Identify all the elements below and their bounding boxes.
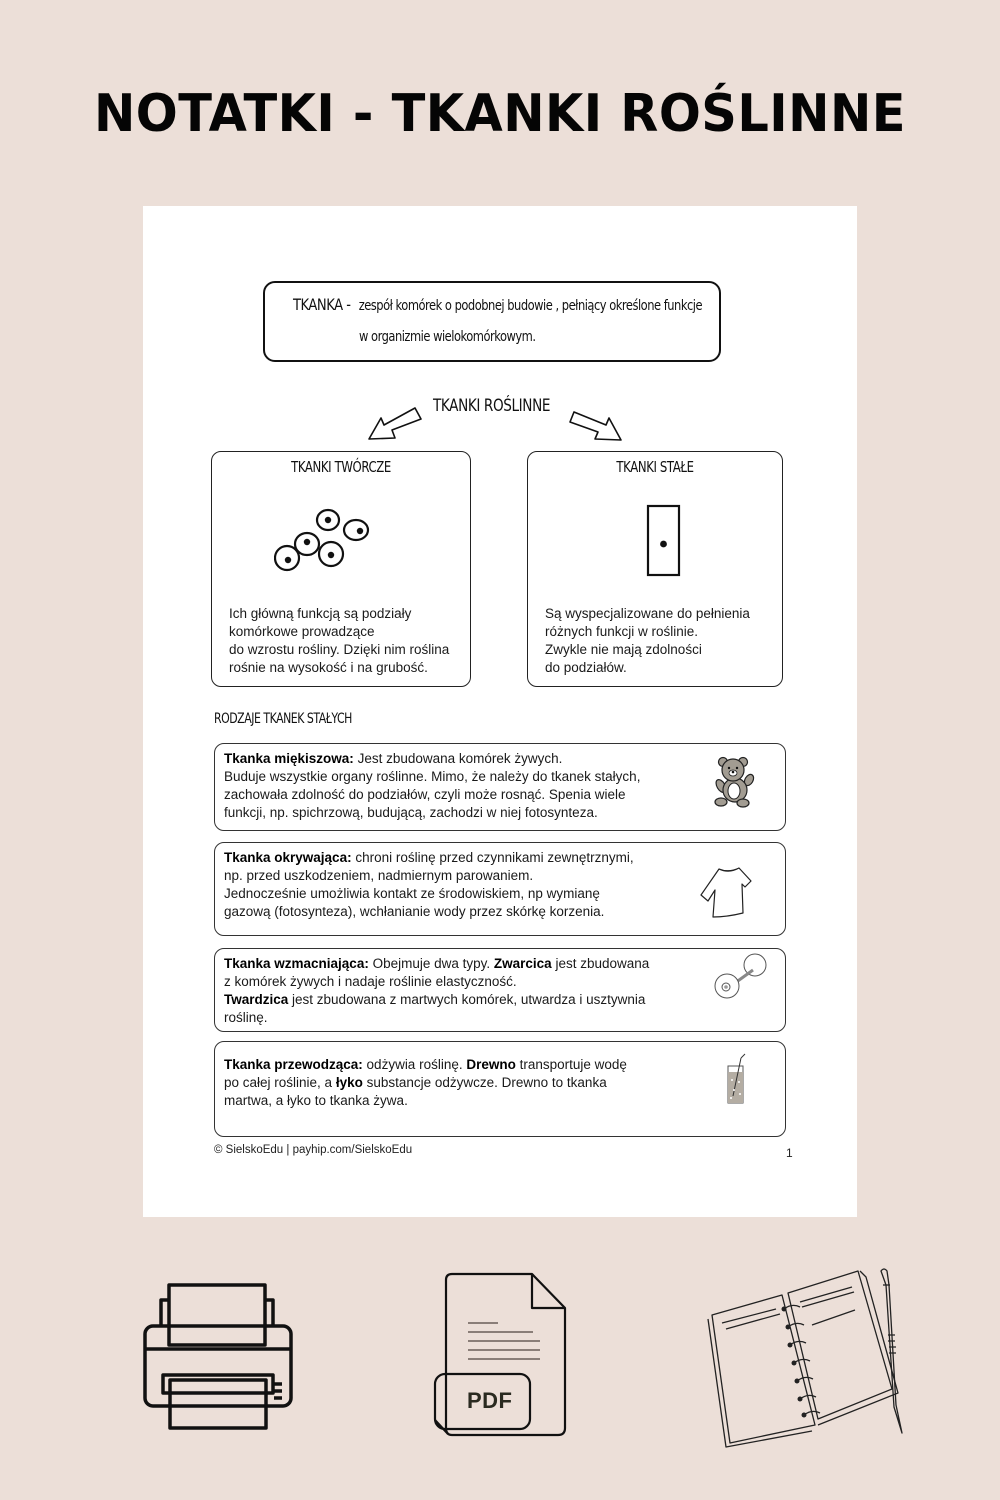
page-number: 1 bbox=[786, 1146, 793, 1160]
tissues-subtitle: TKANKI ROŚLINNE bbox=[433, 396, 551, 416]
notebook-pen-icon bbox=[700, 1265, 910, 1450]
pdf-label: PDF bbox=[467, 1388, 513, 1413]
shirt-icon bbox=[699, 865, 753, 921]
type-name: Tkanka miękiszowa: bbox=[224, 751, 354, 766]
type-name: Tkanka przewodząca: bbox=[224, 1057, 363, 1072]
type-description: Tkanka przewodząca: odżywia roślinę. Drewno transportuje wodę po całej roślinie, a łyko substancje odżywcze. Drewno to tkanka martwa, a łyko to tkanka żywa. bbox=[224, 1057, 627, 1108]
dividing-cells-icon bbox=[274, 508, 374, 580]
supporting-tissue-box bbox=[214, 948, 786, 1032]
definition-line-2: w organizmie wielokomórkowym. bbox=[359, 329, 536, 345]
type-description: Tkanka miękiszowa: Jest zbudowana komórek żywych. Buduje wszystkie organy roślinne. Mimo, że należy do tkanek stałych, zachowała zdolność do podziałów, czyli może rosnąć. Spenia wiele funkcji, np. spichrzową, budującą, zachodzi w niej fotosynteza. bbox=[224, 751, 641, 820]
type-description: Tkanka okrywająca: chroni roślinę przed czynnikami zewnętrznymi, np. przed uszkodzeniem, nadmiernym parowaniem. Jednocześnie umożliwia kontakt ze środowiskiem, np wymianę gazową (fotosynteza), wchłanianie wody przez skórkę korzenia. bbox=[224, 850, 634, 919]
box-description: Są wyspecjalizowane do pełnienia różnych funkcji w roślinie. Zwykle nie mają zdolności do podziałów. bbox=[545, 606, 750, 675]
single-cell-icon bbox=[646, 504, 682, 578]
parenchyma-box bbox=[214, 743, 786, 831]
definition-line-1: TKANKA - zespół komórek o podobnej budowie , pełniący określone funkcje bbox=[293, 295, 703, 314]
definition-term: TKANKA - bbox=[293, 295, 351, 314]
pdf-file-icon bbox=[430, 1270, 570, 1440]
vascular-tissue-box bbox=[214, 1041, 786, 1137]
printer-icon bbox=[140, 1282, 296, 1432]
permanent-tissue-box bbox=[527, 451, 783, 687]
teddy-bear-icon bbox=[713, 756, 755, 808]
type-description: Tkanka wzmacniająca: Obejmuje dwa typy. Zwarcica jest zbudowana z komórek żywych i nadaje roślinie elastyczność. Twardzica jest zbudowana z martwych komórek, utwardza i usztywnia roślinę. bbox=[224, 956, 650, 1025]
section-title: RODZAJE TKANEK STAŁYCH bbox=[214, 711, 352, 727]
meristematic-tissue-box bbox=[211, 451, 471, 687]
footer-credit: © SielskoEdu | payhip.com/SielskoEdu bbox=[214, 1144, 413, 1156]
box-title: TKANKI TWÓRCZE bbox=[291, 458, 391, 476]
box-title: TKANKI STAŁE bbox=[616, 458, 694, 476]
page-title: NOTATKI - TKANKI ROŚLINNE bbox=[93, 84, 907, 144]
bone-cells-icon bbox=[713, 953, 775, 1001]
worksheet-document bbox=[143, 206, 857, 1217]
arrow-down-right-icon bbox=[568, 404, 626, 446]
box-description: Ich główną funkcją są podziały komórkowe prowadzące do wzrostu rośliny. Dzięki nim roślina rośnie na wysokość i na grubość. bbox=[229, 606, 450, 675]
type-name: Tkanka wzmacniająca: bbox=[224, 956, 369, 971]
glass-with-straw-icon bbox=[725, 1052, 749, 1106]
type-name: Tkanka okrywająca: bbox=[224, 850, 352, 865]
epidermis-box bbox=[214, 842, 786, 936]
definition-box bbox=[263, 281, 721, 362]
arrow-down-left-icon bbox=[365, 402, 423, 444]
